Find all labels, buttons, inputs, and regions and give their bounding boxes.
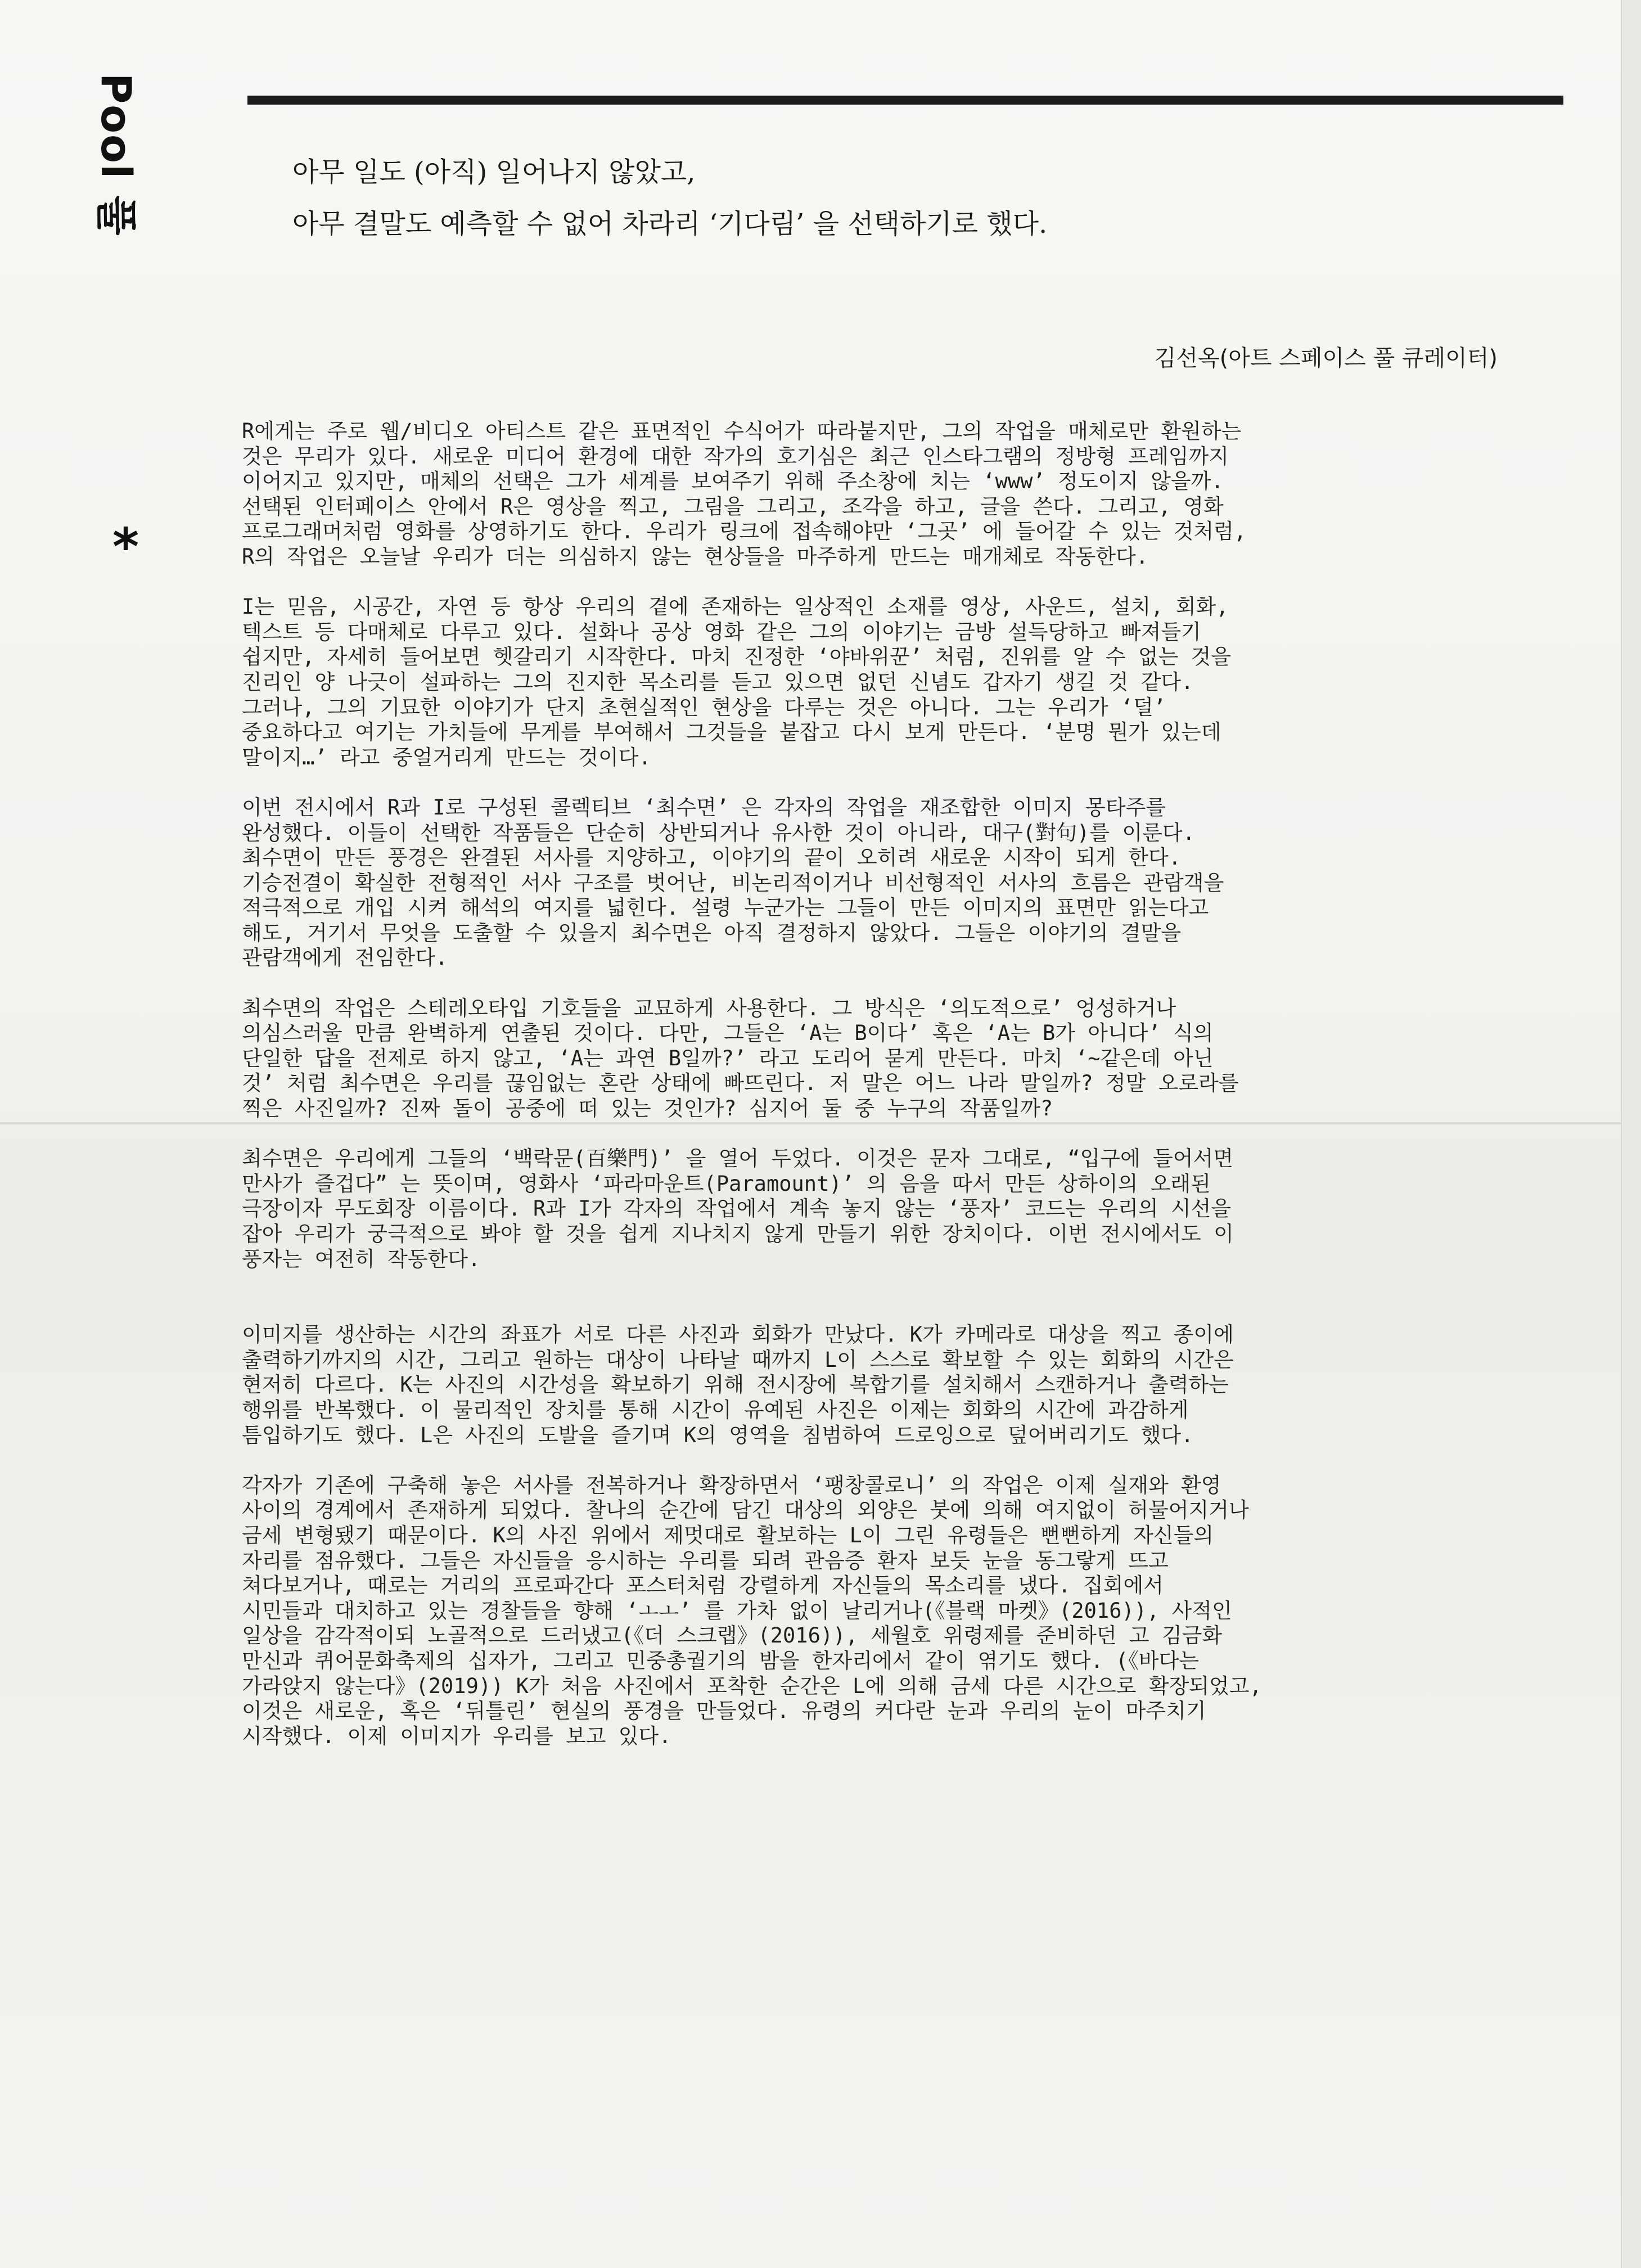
paragraph-line: 말이지…’ 라고 중얼거리게 만드는 것이다. bbox=[242, 745, 651, 770]
paragraph-line: 시작했다. 이제 이미지가 우리를 보고 있다. bbox=[242, 1724, 671, 1748]
paragraph-line: 텍스트 등 다매체로 다루고 있다. 설화나 공상 영화 같은 그의 이야기는 금방 설득당하고 빠져들기 bbox=[242, 619, 1201, 644]
paragraph-line: 해도, 거기서 무엇을 도출할 수 있을지 최수면은 아직 결정하지 않았다. 그들은 이야기의 결말을 bbox=[242, 920, 1182, 945]
paragraph-line: 관람객에게 전임한다. bbox=[242, 946, 448, 970]
paragraph-line: 것’ 처럼 최수면은 우리를 끊임없는 혼란 상태에 빠뜨린다. 저 말은 어느 나라 말일까? 정말 오로라를 bbox=[242, 1071, 1239, 1096]
paragraph-line: 이것은 새로운, 혹은 ‘뒤틀린’ 현실의 풍경을 만들었다. 유령의 커다란 눈과 우리의 눈이 마주치기 bbox=[242, 1699, 1206, 1724]
essay-paragraph bbox=[242, 795, 1558, 971]
page-edge bbox=[1621, 0, 1641, 2268]
paragraph-line: 기승전결이 확실한 전형적인 서사 구조를 벗어난, 비논리적이거나 비선형적인 서사의 흐름은 관람객을 bbox=[242, 870, 1224, 895]
essay-body bbox=[242, 419, 1558, 1774]
paragraph-line: 극장이자 무도회장 이름이다. R과 I가 각자의 작업에서 계속 놓지 않는 ‘풍자’ 코드는 우리의 시선을 bbox=[242, 1196, 1232, 1221]
paragraph-line: 이미지를 생산하는 시간의 좌표가 서로 다른 사진과 회화가 만났다. K가 카메라로 대상을 찍고 종이에 bbox=[242, 1322, 1234, 1347]
paragraph-line: 최수면의 작업은 스테레오타입 기호들을 교묘하게 사용한다. 그 방식은 ‘의도적으로’ 엉성하거나 bbox=[242, 996, 1176, 1020]
paragraph-line: 만신과 퀴어문화축제의 십자가, 그리고 민중총궐기의 밤을 한자리에서 같이 엮기도 했다. (《바다는 bbox=[242, 1648, 1200, 1673]
paragraph-line: R에게는 주로 웹/비디오 아티스트 같은 표면적인 수식어가 따라붙지만, 그의 작업을 매체로만 환원하는 bbox=[242, 419, 1242, 443]
essay-paragraph bbox=[242, 419, 1558, 570]
intro-line: 아무 결말도 예측할 수 없어 차라리 ‘기다림’ 을 선택하기로 했다. bbox=[292, 208, 1048, 240]
paragraph-line: 쳐다보거나, 때로는 거리의 프로파간다 포스터처럼 강렬하게 자신들의 목소리를 냈다. 집회에서 bbox=[242, 1573, 1164, 1598]
paragraph-line: 선택된 인터페이스 안에서 R은 영상을 찍고, 그림을 그리고, 조각을 하고, 글을 쓴다. 그리고, 영화 bbox=[242, 494, 1224, 519]
paragraph-line: 완성했다. 이들이 선택한 작품들은 단순히 상반되거나 유사한 것이 아니라, 대구(對句)를 이룬다. bbox=[242, 820, 1195, 845]
essay-paragraph bbox=[242, 996, 1558, 1122]
paragraph-line: 쉽지만, 자세히 들어보면 헷갈리기 시작한다. 마치 진정한 ‘야바위꾼’ 처럼, 진위를 알 수 없는 것을 bbox=[242, 645, 1232, 669]
header-rule bbox=[247, 96, 1563, 105]
paragraph-line: 적극적으로 개입 시켜 해석의 여지를 넓힌다. 설령 누군가는 그들이 만든 이미지의 표면만 읽는다고 bbox=[242, 896, 1209, 920]
paragraph-line: 가라앉지 않는다》(2019)) K가 처음 사진에서 포착한 순간은 L에 의해 금세 다른 시간으로 확장되었고, bbox=[242, 1673, 1262, 1698]
paragraph-line: 최수면이 만든 풍경은 완결된 서사를 지양하고, 이야기의 끝이 오히려 새로운 시작이 되게 한다. bbox=[242, 845, 1182, 870]
paragraph-line: 만사가 즐겁다” 는 뜻이며, 영화사 ‘파라마운트(Paramount)’ 의 음을 따서 만든 상하이의 오래된 bbox=[242, 1171, 1211, 1196]
paragraph-line: 금세 변형됐기 때문이다. K의 사진 위에서 제멋대로 활보하는 L이 그린 유령들은 뻔뻔하게 자신들의 bbox=[242, 1523, 1214, 1547]
paragraph-line: 최수면은 우리에게 그들의 ‘백락문(百樂門)’ 을 열어 두었다. 이것은 문자 그대로, “입구에 들어서면 bbox=[242, 1146, 1233, 1171]
paragraph-line: R의 작업은 오늘날 우리가 더는 의심하지 않는 현상들을 마주하게 만드는 매개체로 작동한다. bbox=[242, 544, 1149, 569]
paragraph-line: 찍은 사진일까? 진짜 돌이 공중에 떠 있는 것인가? 심지어 둘 중 누구의 작품일까? bbox=[242, 1096, 1053, 1121]
paragraph-line: 단일한 답을 전제로 하지 않고, ‘A는 과연 B일까?’ 라고 도리어 묻게 만든다. 마치 ‘~같은데 아닌 bbox=[242, 1046, 1214, 1070]
paragraph-line: 이어지고 있지만, 매체의 선택은 그가 세계를 보여주기 위해 주소창에 치는 ‘www’ 정도이지 않을까. bbox=[242, 469, 1224, 494]
author-byline: 김선옥(아트 스페이스 풀 큐레이터) bbox=[1154, 345, 1498, 371]
paragraph-line: 현저히 다르다. K는 사진의 시간성을 확보하기 위해 전시장에 복합기를 설치해서 스캔하거나 출력하는 bbox=[242, 1372, 1229, 1397]
paragraph-line: 일상을 감각적이되 노골적으로 드러냈고(《더 스크랩》(2016)), 세월호 위령제를 준비하던 고 김금화 bbox=[242, 1623, 1223, 1648]
essay-paragraph bbox=[242, 595, 1558, 770]
paragraph-line: 잡아 우리가 궁극적으로 봐야 할 것을 쉽게 지나치지 않게 만들기 위한 장치이다. 이번 전시에서도 이 bbox=[242, 1222, 1234, 1246]
paragraph-line: 것은 무리가 있다. 새로운 미디어 환경에 대한 작가의 호기심은 최근 인스타그램의 정방형 프레임까지 bbox=[242, 444, 1229, 469]
paragraph-line: 행위를 반복했다. 이 물리적인 장치를 통해 시간이 유예된 사진은 이제는 회화의 시간에 과감하게 bbox=[242, 1397, 1189, 1422]
paragraph-line: I는 믿음, 시공간, 자연 등 항상 우리의 곁에 존재하는 일상적인 소재를 영상, 사운드, 설치, 회화, bbox=[242, 595, 1229, 619]
essay-paragraph bbox=[242, 1146, 1558, 1272]
paragraph-line: 틈입하기도 했다. L은 사진의 도발을 즐기며 K의 영역을 침범하여 드로잉으로 덮어버리기도 했다. bbox=[242, 1423, 1194, 1447]
paragraph-line: 출력하기까지의 시간, 그리고 원하는 대상이 나타날 때까지 L이 스스로 확보할 수 있는 회화의 시간은 bbox=[242, 1347, 1234, 1372]
paragraph-line: 의심스러울 만큼 완벽하게 연출된 것이다. 다만, 그들은 ‘A는 B이다’ 혹은 ‘A는 B가 아니다’ 식의 bbox=[242, 1021, 1214, 1046]
paragraph-line: 시민들과 대치하고 있는 경찰들을 향해 ‘ㅗㅗ’ 를 가차 없이 날리거나(《블랙 마켓》(2016)), 사적인 bbox=[242, 1598, 1232, 1623]
paragraph-line: 풍자는 여전히 작동한다. bbox=[242, 1246, 481, 1271]
paragraph-line: 이번 전시에서 R과 I로 구성된 콜렉티브 ‘최수면’ 은 각자의 작업을 재조합한 이미지 몽타주를 bbox=[242, 795, 1166, 820]
paragraph-line: 그러나, 그의 기묘한 이야기가 단지 초현실적인 현상을 다루는 것은 아니다. 그는 우리가 ‘덜’ bbox=[242, 695, 1166, 719]
essay-paragraph bbox=[242, 1473, 1558, 1749]
paragraph-line: 자리를 점유했다. 그들은 자신들을 응시하는 우리를 되려 관음증 환자 보듯 눈을 동그랗게 뜨고 bbox=[242, 1548, 1169, 1573]
pool-logo: Pool 풀 bbox=[92, 73, 140, 237]
essay-paragraph bbox=[242, 1322, 1558, 1448]
asterisk-icon: * bbox=[112, 518, 139, 577]
intro-line: 아무 일도 (아직) 일어나지 않았고, bbox=[292, 156, 696, 188]
paragraph-line: 사이의 경계에서 존재하게 되었다. 찰나의 순간에 담긴 대상의 외양은 붓에 의해 여지없이 허물어지거나 bbox=[242, 1498, 1249, 1523]
intro-heading bbox=[292, 146, 1586, 250]
paragraph-line: 진리인 양 나긋이 설파하는 그의 진지한 목소리를 듣고 있으면 없던 신념도 갑자기 생길 것 같다. bbox=[242, 669, 1194, 694]
paragraph-line: 중요하다고 여기는 가치들에 무게를 부여해서 그것들을 붙잡고 다시 보게 만든다. ‘분명 뭔가 있는데 bbox=[242, 720, 1221, 745]
paragraph-line: 프로그래머처럼 영화를 상영하기도 한다. 우리가 링크에 접속해야만 ‘그곳’ 에 들어갈 수 있는 것처럼, bbox=[242, 519, 1247, 544]
paragraph-line: 각자가 기존에 구축해 놓은 서사를 전복하거나 확장하면서 ‘팽창콜로니’ 의 작업은 이제 실재와 환영 bbox=[242, 1473, 1221, 1497]
